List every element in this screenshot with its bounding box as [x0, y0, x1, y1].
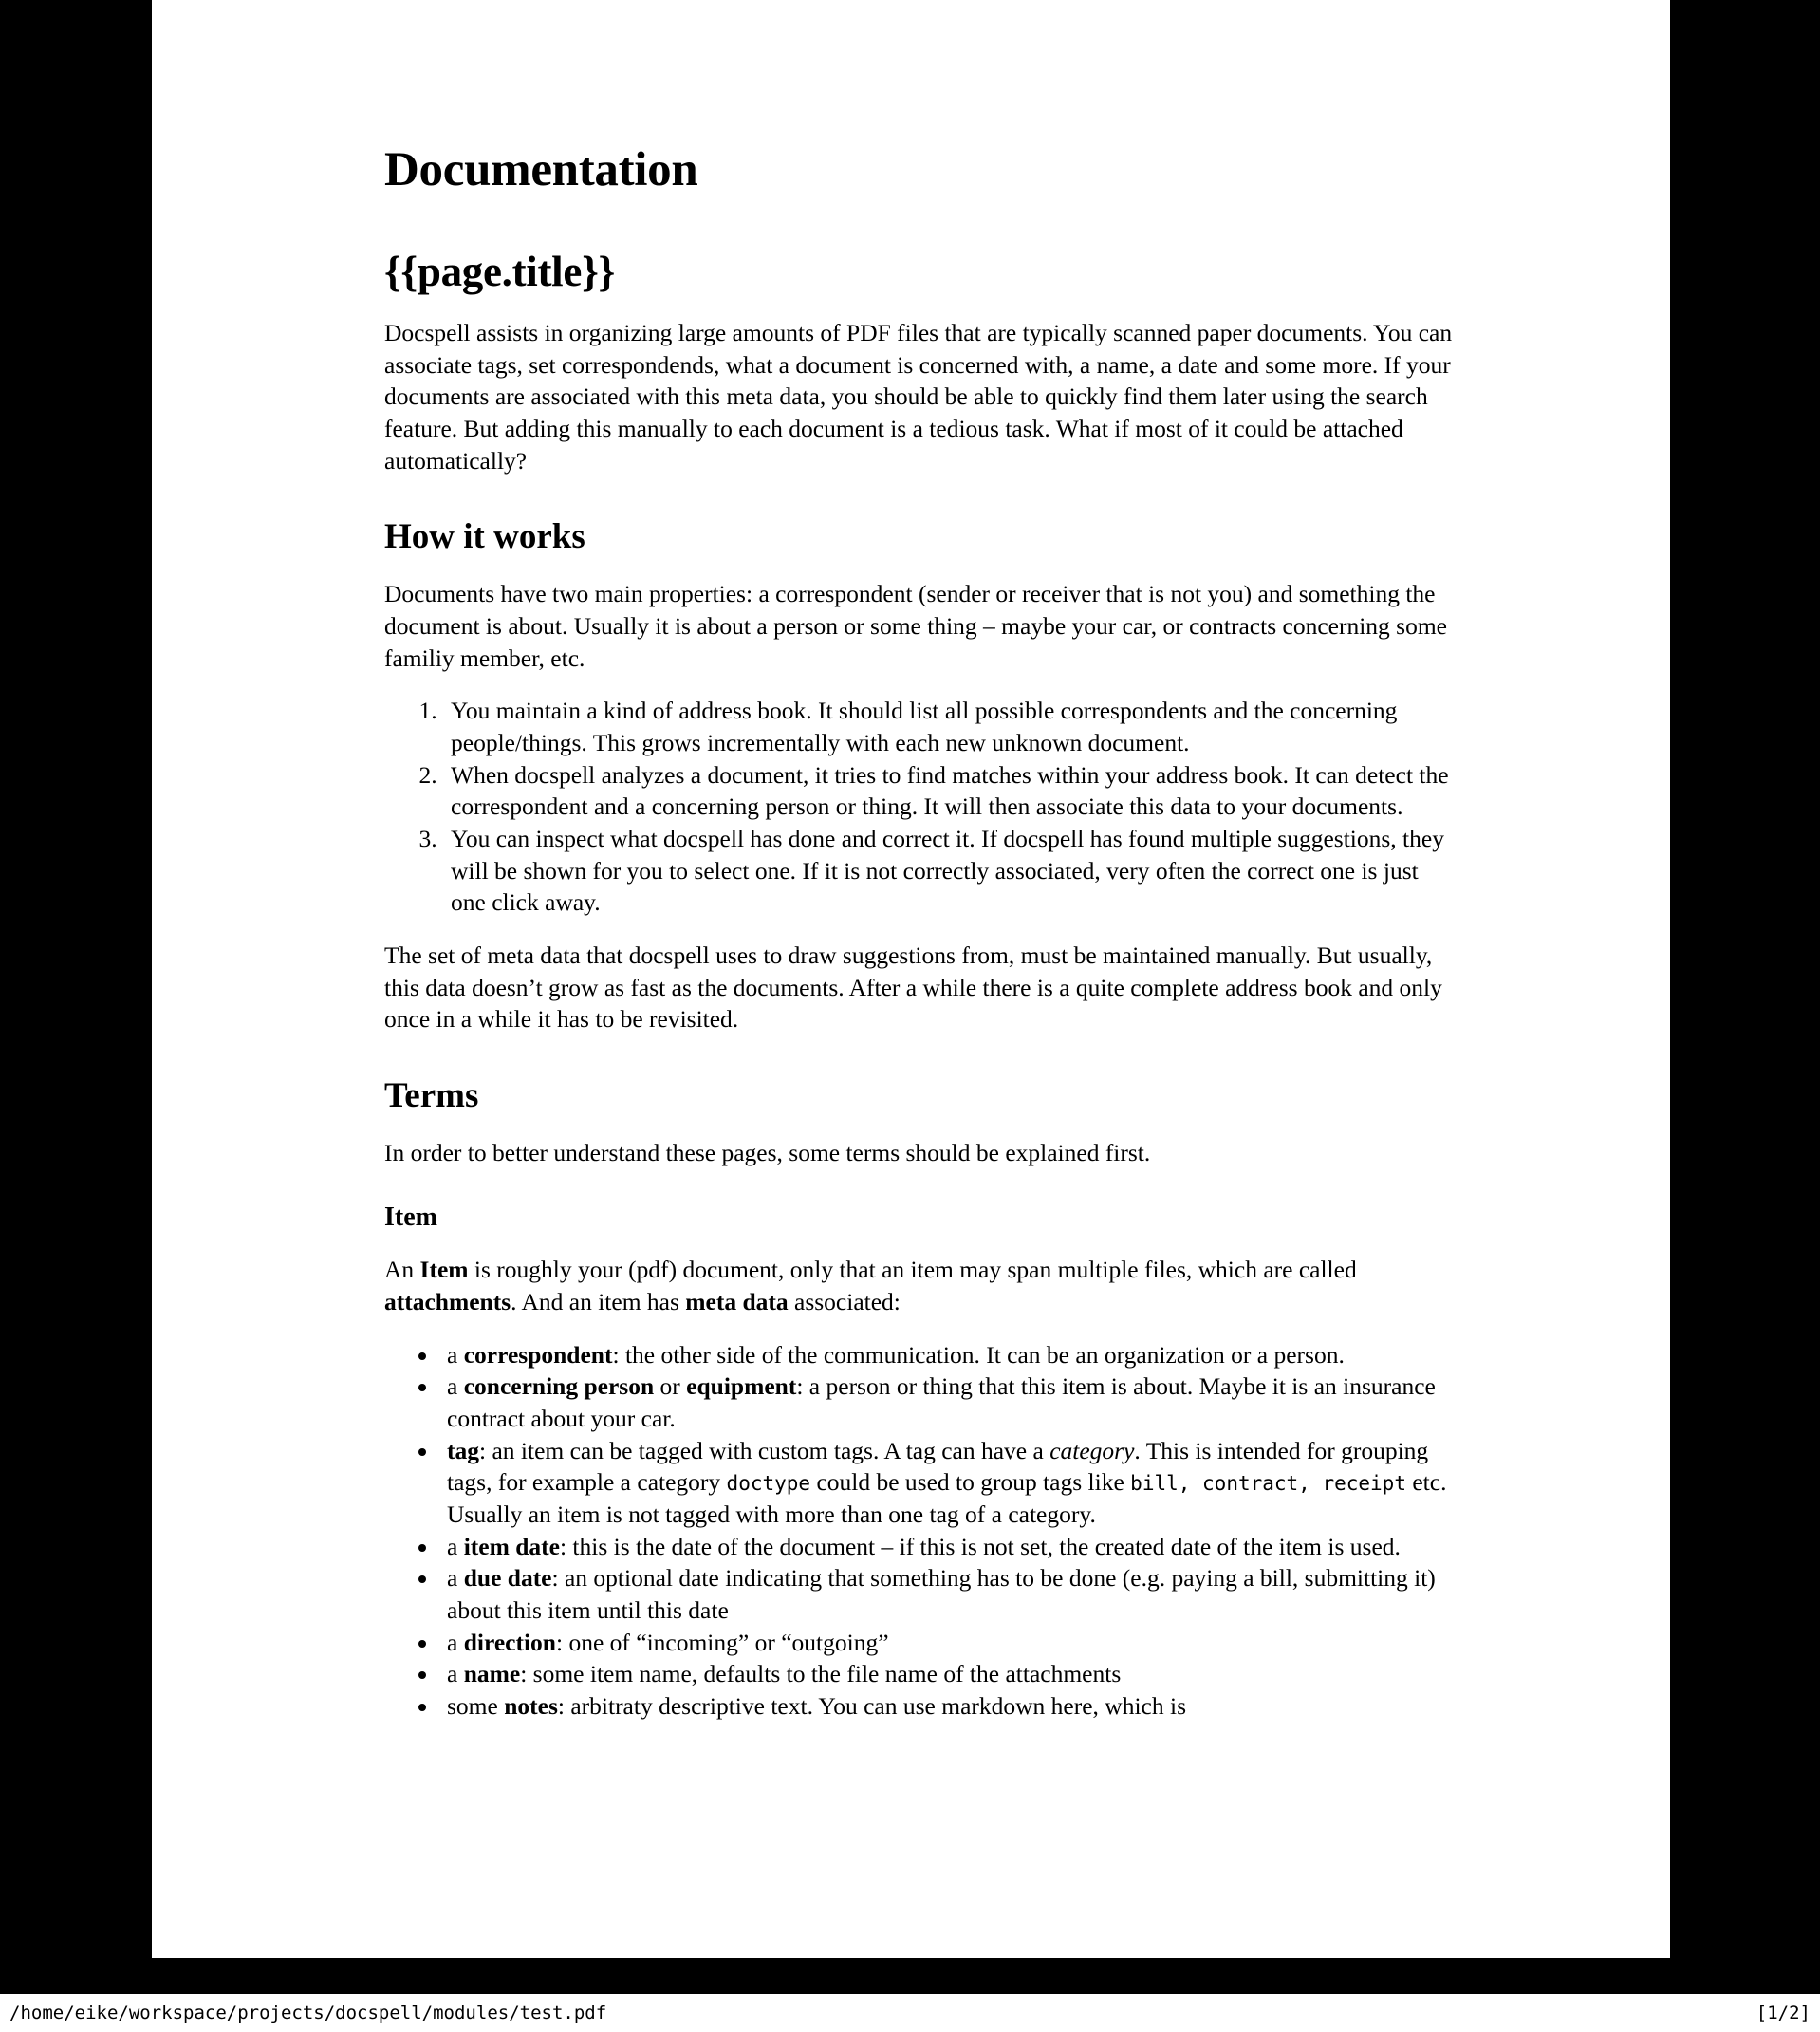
bullet-lead: a [447, 1564, 464, 1593]
item-intro-paragraph [384, 1254, 1457, 1317]
intro-paragraph: Docspell assists in organizing large amounts of PDF files that are typically scanned paper documents. You can associate tags, set correspondends, what a document is concerned with, a name, a date and some more. If your documents are associated with this meta data, you should be able to quickly find them later using the search feature. But adding this manually to each document is a tedious task. What if most of it could be attached automatically? [384, 319, 1453, 475]
list-item [439, 1531, 1457, 1563]
bullet-term: item date [463, 1532, 560, 1560]
item-intro-part-e: associated: [788, 1288, 901, 1316]
item-intro-part-c: is roughly your (pdf) document, only that an item may span multiple files, which are called [468, 1256, 1357, 1284]
pdf-page-content [384, 142, 1457, 1723]
bullet-code-tags: bill, contract, receipt [1130, 1472, 1406, 1496]
bullet-term: direction [463, 1628, 556, 1656]
pdf-page [152, 0, 1670, 1958]
section-heading-terms: Terms [384, 1075, 479, 1115]
item-intro-bold-attachments: attachments [384, 1288, 511, 1316]
section-heading-how-it-works: How it works [384, 517, 585, 557]
subsection-heading-item: Item [384, 1202, 437, 1233]
bullet-rest: : the other side of the communication. It can be an organization or a person. [612, 1340, 1345, 1369]
list-item [439, 1435, 1457, 1531]
bullet-term: notes [504, 1692, 558, 1720]
bullet-rest: : this is the date of the document – if this is not set, the created date of the item is used. [559, 1532, 1401, 1560]
how-it-works-steps [384, 695, 1457, 919]
bullet-term-2: equipment [686, 1372, 797, 1401]
bullet-rest-d: etc. Usually an item is not tagged with more than one tag of a category. [447, 1468, 1447, 1529]
bullet-term: concerning person [463, 1372, 655, 1401]
page-indicator: [1/2] [1755, 2003, 1811, 2023]
bullet-rest-c: could be used to group tags like [810, 1468, 1131, 1497]
item-intro-bold-metadata: meta data [685, 1288, 789, 1316]
terms-intro: In order to better understand these pages, some terms should be explained first. [384, 1138, 1151, 1166]
bullet-lead: a [447, 1340, 464, 1369]
list-item: 3. You can inspect what docspell has done and correct it. If docspell has found multiple suggestions, they will be shown for you to select one. If it is not correctly associated, very often the correct one is just one click away. [443, 823, 1457, 919]
list-item: 1. You maintain a kind of address book. It should list all possible correspondents and the concerning people/things. This grows incrementally with each new unknown document. [443, 695, 1457, 758]
list-item [439, 1690, 1457, 1723]
bullet-lead: a [447, 1532, 464, 1560]
bullet-rest: : some item name, defaults to the file name of the attachments [520, 1660, 1122, 1688]
bullet-lead: some [447, 1692, 505, 1720]
list-item [439, 1339, 1457, 1371]
item-intro-bold-item: Item [419, 1256, 469, 1284]
bullet-rest: : a person or thing that this item is about. Maybe it is an insurance contract about your car. [447, 1372, 1436, 1433]
item-intro-part-a: An [384, 1256, 420, 1284]
bullet-code-doctype: doctype [726, 1472, 811, 1496]
how-it-works-intro: Documents have two main properties: a correspondent (sender or receiver that is not you) and something the document is about. Usually it is about a person or some thing – maybe your car, or contracts concerning some familiy member, etc. [384, 580, 1447, 672]
item-metadata-list [384, 1339, 1457, 1723]
list-item [439, 1562, 1457, 1626]
list-item [439, 1370, 1457, 1434]
bullet-italic-category: category [1049, 1436, 1135, 1464]
bullet-lead: a [447, 1372, 464, 1401]
bullet-rest: : one of “incoming” or “outgoing” [555, 1628, 889, 1656]
bullet-term: due date [463, 1564, 552, 1593]
page-title: Documentation [384, 143, 698, 196]
bullet-lead: a [447, 1660, 464, 1688]
bullet-rest-b: . This is intended for grouping tags, for example a category [447, 1436, 1429, 1497]
bullet-mid: or [654, 1372, 687, 1401]
bullet-lead: a [447, 1628, 464, 1656]
viewer-status-bar [0, 1994, 1820, 2032]
bullet-term: tag [447, 1436, 479, 1464]
bullet-rest: : an optional date indicating that something has to be done (e.g. paying a bill, submitting it) about this item until this date [447, 1564, 1436, 1625]
bullet-rest: : arbitraty descriptive text. You can use markdown here, which is [557, 1692, 1187, 1720]
list-item [439, 1658, 1457, 1690]
list-item [439, 1627, 1457, 1659]
file-path-label: /home/eike/workspace/projects/docspell/modules/test.pdf [9, 2003, 607, 2023]
bullet-rest-a: : an item can be tagged with custom tags. A tag can have a [479, 1436, 1050, 1464]
template-placeholder-title: {{page.title}} [384, 248, 615, 295]
item-intro-part-d: . And an item has [511, 1288, 686, 1316]
how-it-works-outro: The set of meta data that docspell uses to draw suggestions from, must be maintained manually. But usually, this data doesn’t grow as fast as the documents. After a while there is a quite complete address book and only once in a while it has to be revisited. [384, 941, 1442, 1034]
bullet-term: name [463, 1660, 521, 1688]
bullet-term: correspondent [463, 1340, 613, 1369]
list-item: 2. When docspell analyzes a document, it tries to find matches within your address book. It can detect the correspondent and a concerning person or thing. It will then associate this data to your documents. [443, 759, 1457, 823]
